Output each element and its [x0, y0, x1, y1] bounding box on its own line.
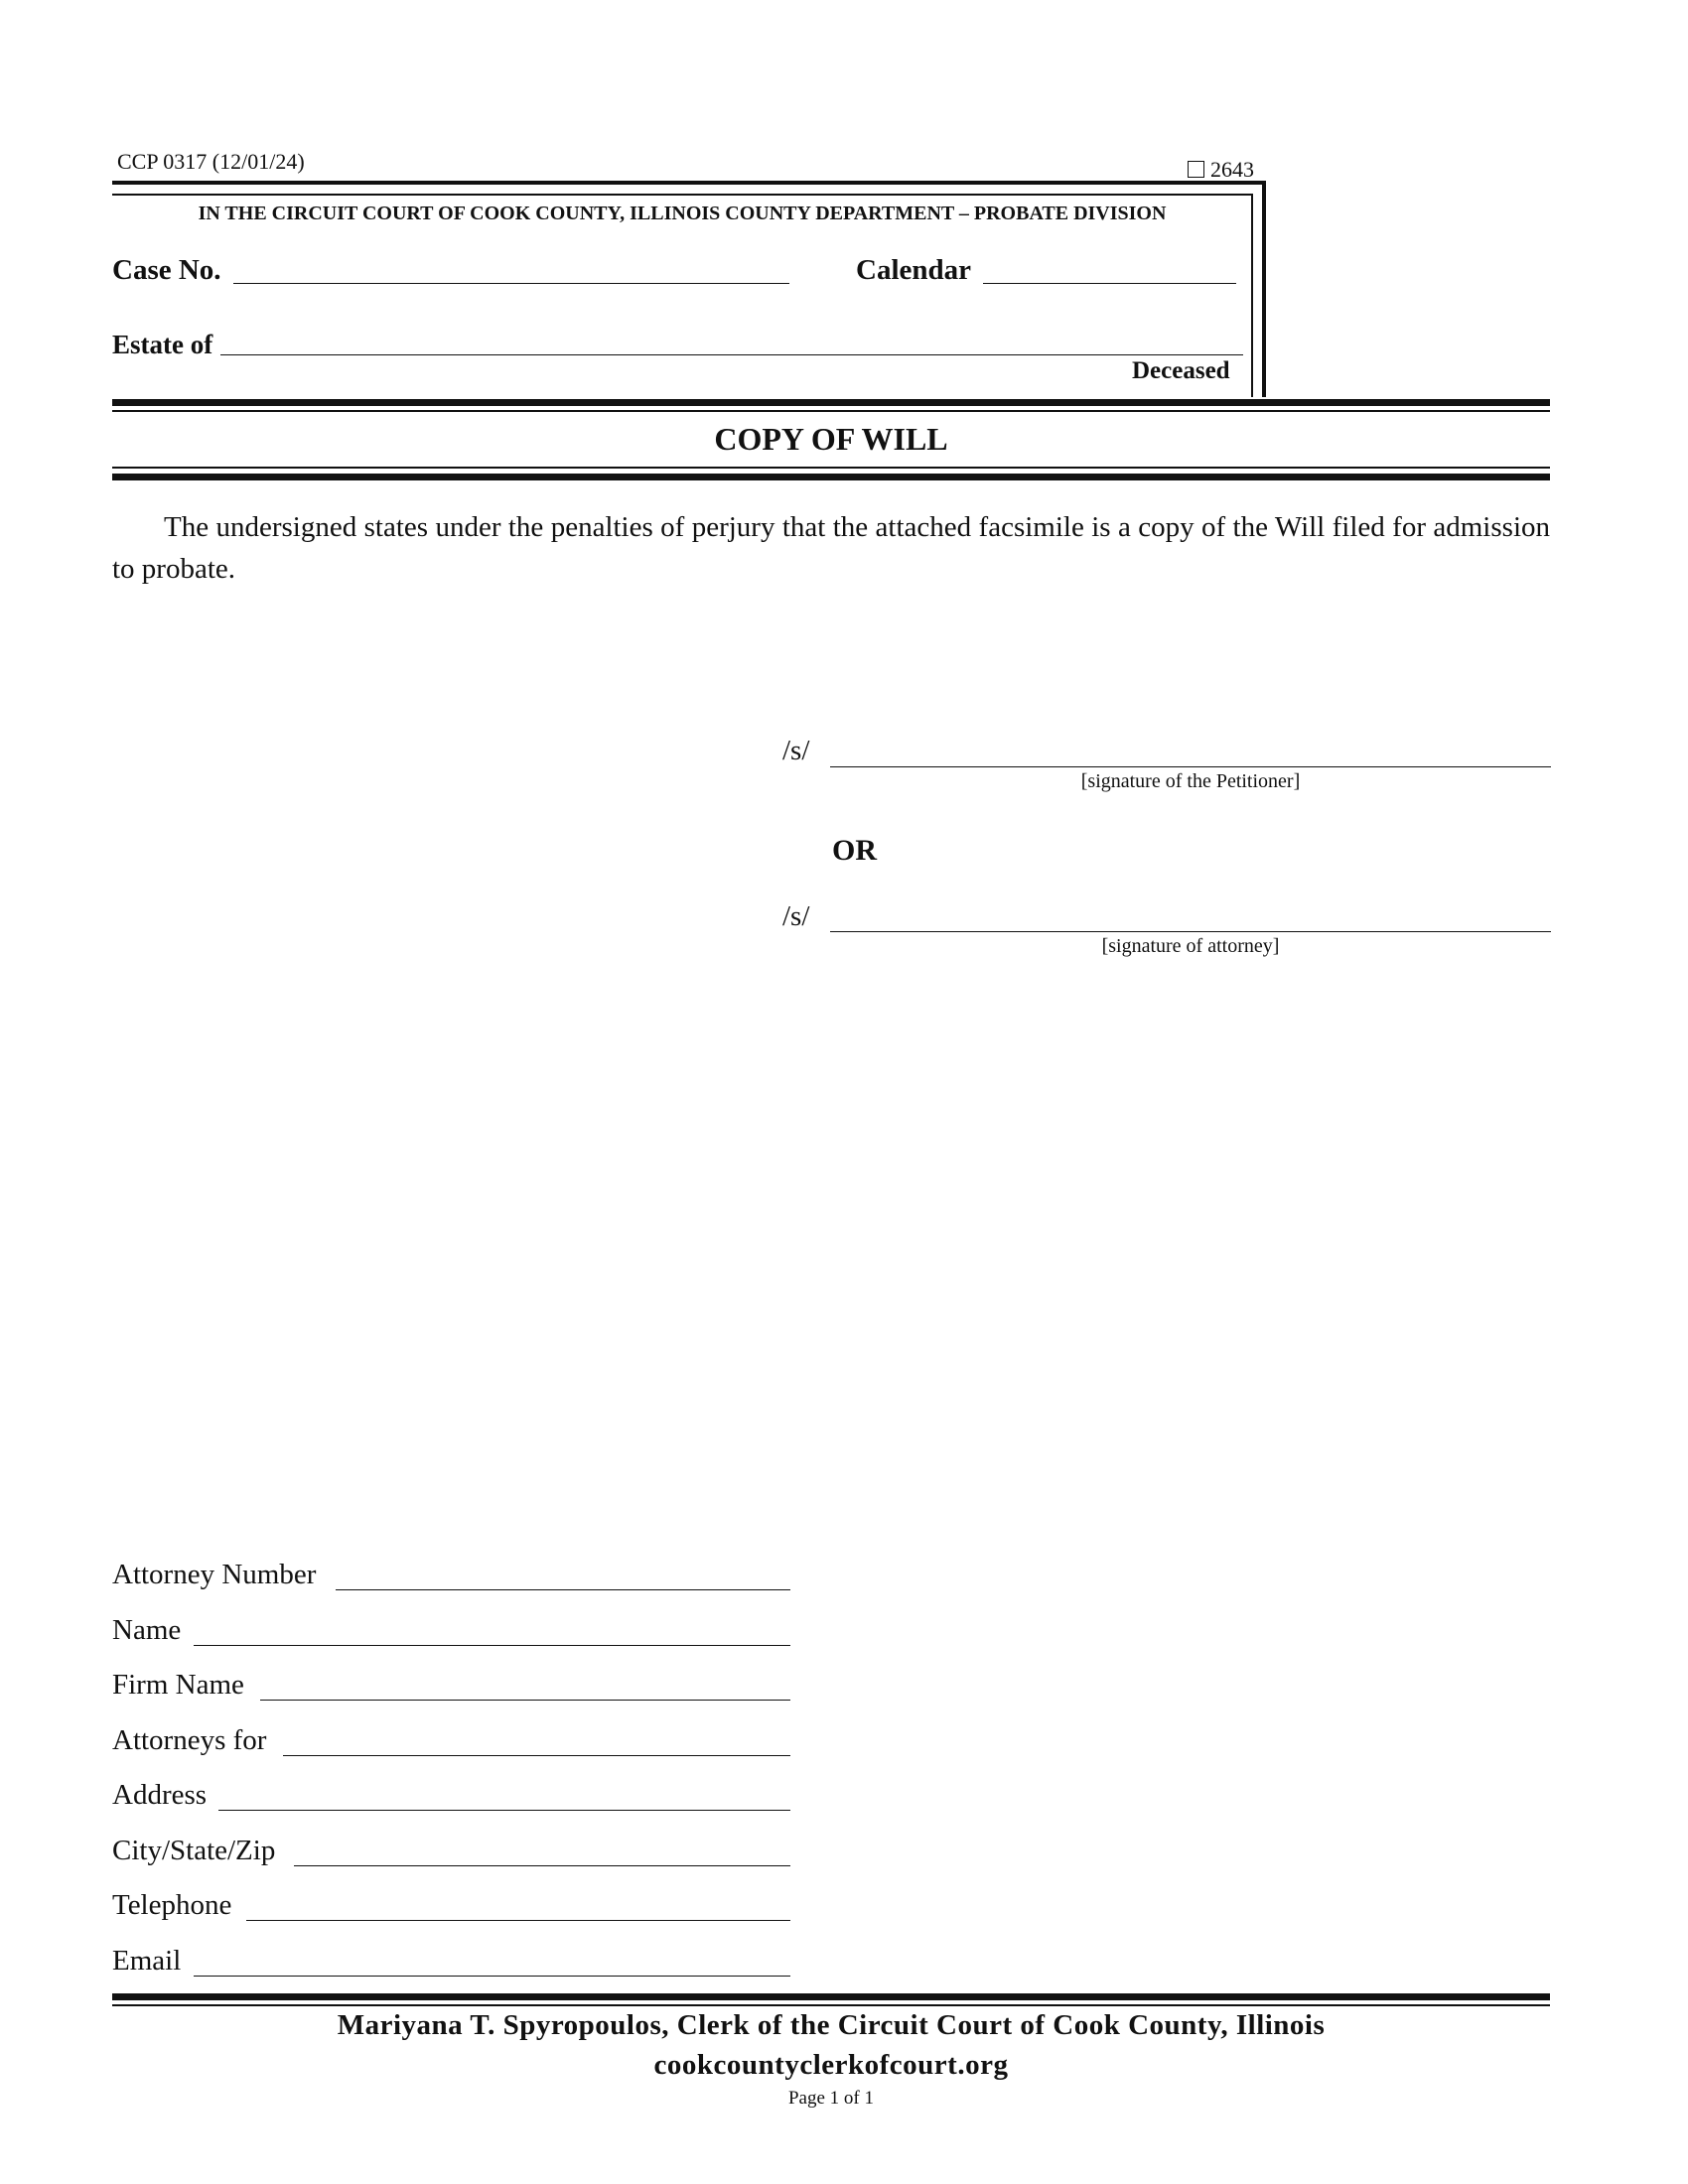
form-code: CCP 0317 (12/01/24)	[117, 149, 305, 174]
address-field[interactable]	[218, 1810, 790, 1811]
telephone-label: Telephone	[112, 1889, 232, 1921]
petitioner-sig-caption: [signature of the Petitioner]	[1080, 770, 1301, 792]
name-field[interactable]	[194, 1645, 790, 1646]
footer-rule-thin	[112, 2004, 1550, 2006]
email-field[interactable]	[194, 1976, 790, 1977]
footer-url[interactable]: cookcountyclerkofcourt.org	[653, 2049, 1009, 2081]
title-rule-top-thin	[112, 410, 1550, 412]
case-no-label: Case No.	[112, 254, 221, 286]
form-number	[1188, 157, 1254, 183]
attorney-signature-field[interactable]	[830, 931, 1551, 932]
attorney-sig-caption: [signature of attorney]	[1101, 935, 1280, 957]
estate-field[interactable]	[220, 354, 1243, 355]
attorney-number-field[interactable]	[336, 1589, 790, 1590]
address-label: Address	[112, 1779, 208, 1811]
estate-label: Estate of	[112, 330, 213, 359]
title-rule-bottom-thick	[112, 474, 1550, 480]
petitioner-sig-prefix: /s/	[782, 735, 810, 766]
city-state-zip-field[interactable]	[294, 1865, 790, 1866]
checkbox-icon[interactable]	[1188, 161, 1204, 178]
footer-clerk: Mariyana T. Spyropoulos, Clerk of the Circuit Court of Cook County, Illinois	[337, 2009, 1326, 2041]
page-number: Page 1 of 1	[787, 2088, 874, 2109]
title-rule-bottom-thin	[112, 467, 1550, 469]
city-state-zip-label: City/State/Zip	[112, 1835, 276, 1866]
attorneys-for-field[interactable]	[283, 1755, 790, 1756]
page-title: COPY OF WILL	[714, 421, 948, 457]
firm-name-field[interactable]	[260, 1700, 790, 1701]
case-no-field[interactable]	[233, 283, 789, 284]
petitioner-signature-field[interactable]	[830, 766, 1551, 767]
calendar-field[interactable]	[983, 283, 1236, 284]
email-label: Email	[112, 1945, 182, 1977]
court-heading: IN THE CIRCUIT COURT OF COOK COUNTY, ILLINOIS COUNTY DEPARTMENT – PROBATE DIVISION	[198, 203, 1167, 224]
attorneys-for-label: Attorneys for	[112, 1724, 267, 1756]
telephone-field[interactable]	[246, 1920, 790, 1921]
attorney-number-label: Attorney Number	[112, 1559, 317, 1590]
name-label: Name	[112, 1614, 182, 1646]
attorney-sig-prefix: /s/	[782, 900, 810, 932]
title-rule-top-thick	[112, 399, 1550, 406]
deceased-label: Deceased	[1132, 357, 1230, 384]
firm-name-label: Firm Name	[112, 1669, 244, 1701]
statement-text: The undersigned states under the penalties of perjury that the attached facsimile is a copy of the Will filed for admission to probate.	[112, 511, 1550, 585]
form-number-text: 2643	[1210, 157, 1254, 182]
or-label: OR	[832, 834, 877, 867]
calendar-label: Calendar	[856, 254, 971, 286]
footer-rule-thick	[112, 1993, 1550, 2000]
